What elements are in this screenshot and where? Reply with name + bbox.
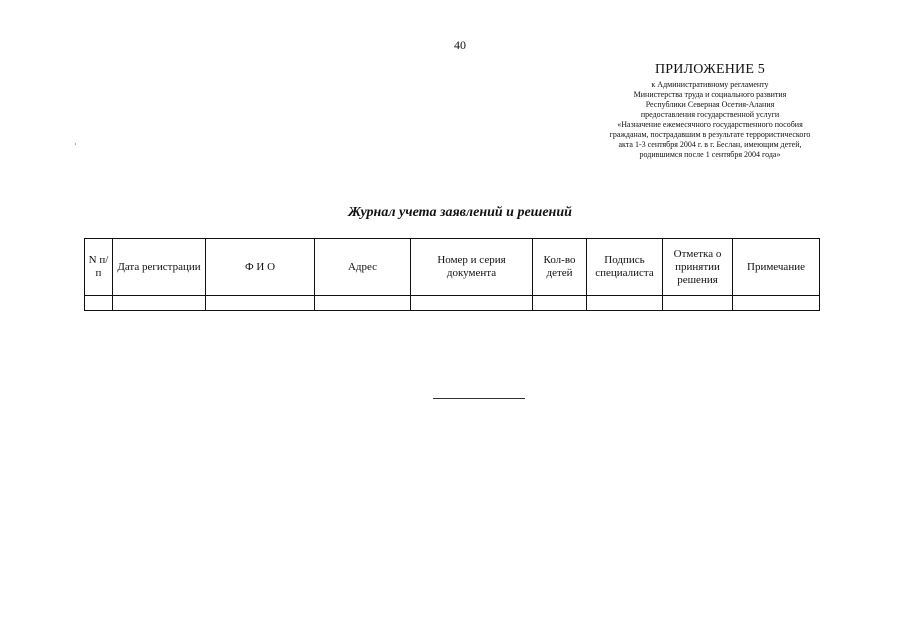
appendix-line: акта 1-3 сентября 2004 г. в г. Беслан, имеющим детей,: [618, 140, 802, 149]
table-header-row: [85, 239, 820, 296]
page-number: 40: [454, 38, 466, 52]
table-cell: [85, 296, 113, 311]
column-header-children-count: Кол-во детей: [533, 239, 587, 296]
column-header-address: Адрес: [315, 239, 411, 296]
table-cell: [315, 296, 411, 311]
column-header-full-name: Ф И О: [206, 239, 315, 296]
appendix-line: Министерства труда и социального развития: [633, 90, 787, 99]
end-rule-divider: [433, 398, 525, 399]
appendix-line: «Назначение ежемесячного государственного пособия: [617, 120, 803, 129]
column-header-decision-mark: Отметка о принятии решения: [663, 239, 733, 296]
column-header-document: Номер и серия документа: [411, 239, 533, 296]
table-cell: [663, 296, 733, 311]
appendix-line: гражданам, пострадавшим в результате террористического: [609, 130, 811, 139]
table-cell: [206, 296, 315, 311]
journal-table: [84, 238, 820, 311]
table-cell: [587, 296, 663, 311]
column-header-specialist-signature: Подпись специалиста: [587, 239, 663, 296]
column-header-number: N п/п: [85, 239, 113, 296]
table-cell: [733, 296, 820, 311]
table-cell: [411, 296, 533, 311]
table-cell: [533, 296, 587, 311]
appendix-line: к Административному регламенту: [651, 80, 769, 89]
appendix-line: родившимся после 1 сентября 2004 года»: [639, 150, 781, 159]
appendix-line: предоставления государственной услуги: [640, 110, 780, 119]
journal-title: Журнал учета заявлений и решений: [348, 205, 572, 220]
appendix-title: ПРИЛОЖЕНИЕ 5: [654, 62, 766, 77]
column-header-registration-date: Дата регистрации: [113, 239, 206, 296]
appendix-line: Республики Северная Осетия-Алания: [645, 100, 775, 109]
column-header-note: Примечание: [733, 239, 820, 296]
table-row: [85, 296, 820, 311]
table-cell: [113, 296, 206, 311]
appendix-block: [560, 62, 860, 160]
stray-mark: ·: [74, 140, 77, 149]
